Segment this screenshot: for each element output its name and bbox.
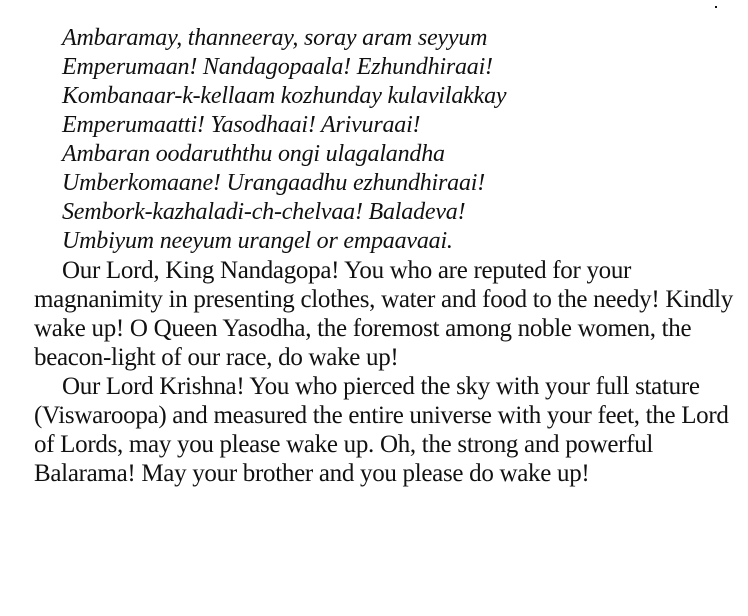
verse-line: Umberkomaane! Urangaadhu ezhundhiraai! [62,170,486,196]
translation-paragraph-2: Our Lord Krishna! You who pierced the sky with your full stature (Viswaroopa) and measured the entire universe with your feet, the Lord of Lords, may you please wake up. Oh, the strong and powerful Balarama! May your brother and you please do wake up! [34,373,729,487]
verse-line: Kombanaar-k-kellaam kozhunday kulavilakkay [62,83,507,109]
verse-line: Emperumaatti! Yasodhaai! Arivuraai! [62,112,421,138]
verse-line: Ambaramay, thanneeray, soray aram seyyum [62,25,488,51]
translation-block [34,256,734,488]
verse-line: Sembork-kazhaladi-ch-chelvaa! Baladeva! [62,199,466,225]
verse-line: Emperumaan! Nandagopaala! Ezhundhiraai! [62,54,493,80]
translation-paragraph-1: Our Lord, King Nandagopa! You who are reputed for your magnanimity in presenting clothes, water and food to the needy! Kindly wake up! O Queen Yasodha, the foremost among noble women, the beacon-light of our race, do wake up! [34,257,733,371]
verse-line: Umbiyum neeyum urangel or empaavaai. [62,228,453,254]
verse-block [62,24,506,256]
verse-line: Ambaran oodaruththu ongi ulagalandha [62,141,445,167]
scan-speck [715,6,717,8]
